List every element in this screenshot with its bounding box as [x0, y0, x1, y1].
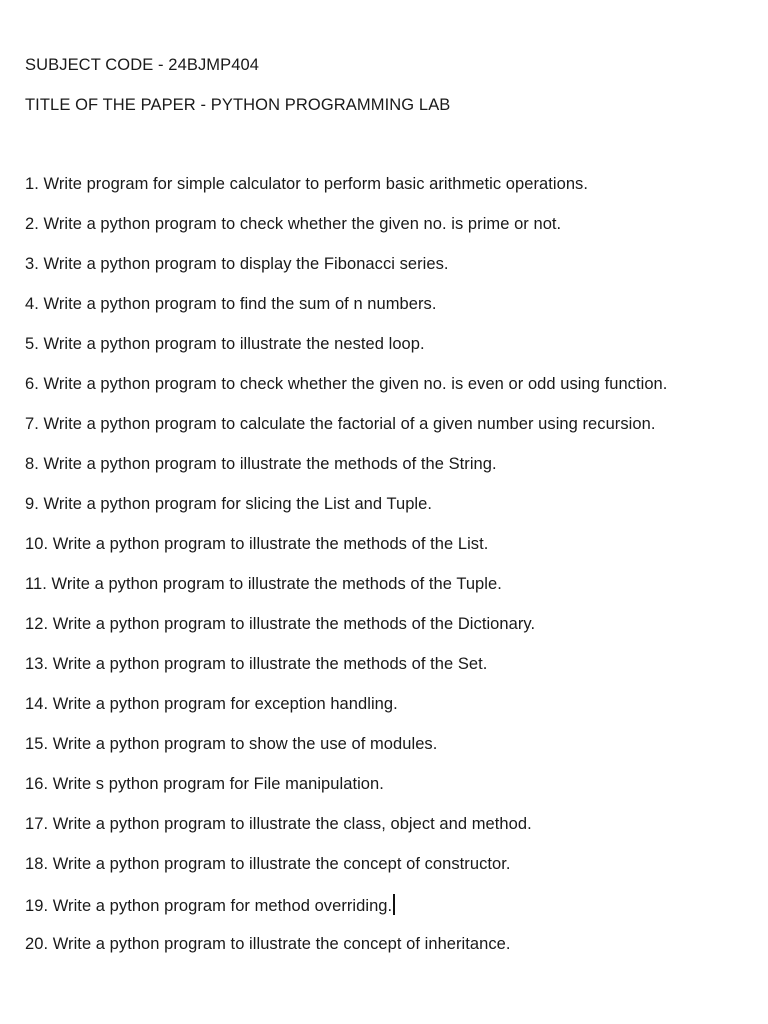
question-text: 8. Write a python program to illustrate the methods of the String.	[25, 455, 497, 473]
question-item	[25, 774, 667, 814]
question-text: 1. Write program for simple calculator to perform basic arithmetic operations.	[25, 175, 588, 193]
question-text: 3. Write a python program to display the Fibonacci series.	[25, 255, 449, 273]
question-text: 9. Write a python program for slicing the List and Tuple.	[25, 495, 433, 513]
question-text: 14. Write a python program for exception handling.	[25, 695, 398, 713]
question-text: 15. Write a python program to show the use of modules.	[25, 735, 438, 753]
question-text: 16. Write s python program for File manipulation.	[25, 775, 384, 793]
question-item	[25, 534, 667, 574]
question-text: 5. Write a python program to illustrate the nested loop.	[25, 335, 425, 353]
question-text: 4. Write a python program to find the sum of n numbers.	[25, 295, 437, 313]
question-text: 2. Write a python program to check whether the given no. is prime or not.	[25, 215, 562, 233]
question-text: 17. Write a python program to illustrate the class, object and method.	[25, 815, 532, 833]
question-item	[25, 374, 667, 414]
question-text: 19. Write a python program for method overriding.	[25, 897, 393, 915]
question-item	[25, 934, 667, 974]
question-item	[25, 814, 667, 854]
question-text: 18. Write a python program to illustrate the concept of constructor.	[25, 855, 511, 873]
question-text: 13. Write a python program to illustrate the methods of the Set.	[25, 655, 488, 673]
question-item	[25, 294, 667, 334]
question-text: 20. Write a python program to illustrate the concept of inheritance.	[25, 935, 511, 953]
question-item	[25, 334, 667, 374]
question-item	[25, 454, 667, 494]
question-text: 12. Write a python program to illustrate the methods of the Dictionary.	[25, 615, 536, 633]
question-item	[25, 854, 667, 894]
subject-code: SUBJECT CODE - 24BJMP404	[25, 56, 260, 74]
question-item	[25, 654, 667, 694]
question-text: 11. Write a python program to illustrate the methods of the Tuple.	[25, 575, 502, 593]
question-text: 6. Write a python program to check whether the given no. is even or odd using function.	[25, 375, 668, 393]
question-item	[25, 694, 667, 734]
question-item	[25, 214, 667, 254]
question-item	[25, 174, 667, 214]
question-text: 10. Write a python program to illustrate the methods of the List.	[25, 535, 489, 553]
paper-title: TITLE OF THE PAPER - PYTHON PROGRAMMING LAB	[25, 96, 451, 114]
question-item	[25, 414, 667, 454]
question-item	[25, 254, 667, 294]
question-item	[25, 614, 667, 654]
question-item	[25, 494, 667, 534]
question-item	[25, 574, 667, 614]
question-text: 7. Write a python program to calculate the factorial of a given number using recursion.	[25, 415, 656, 433]
question-list	[25, 174, 667, 974]
question-item	[25, 894, 667, 934]
text-cursor	[393, 894, 395, 915]
question-item	[25, 734, 667, 774]
